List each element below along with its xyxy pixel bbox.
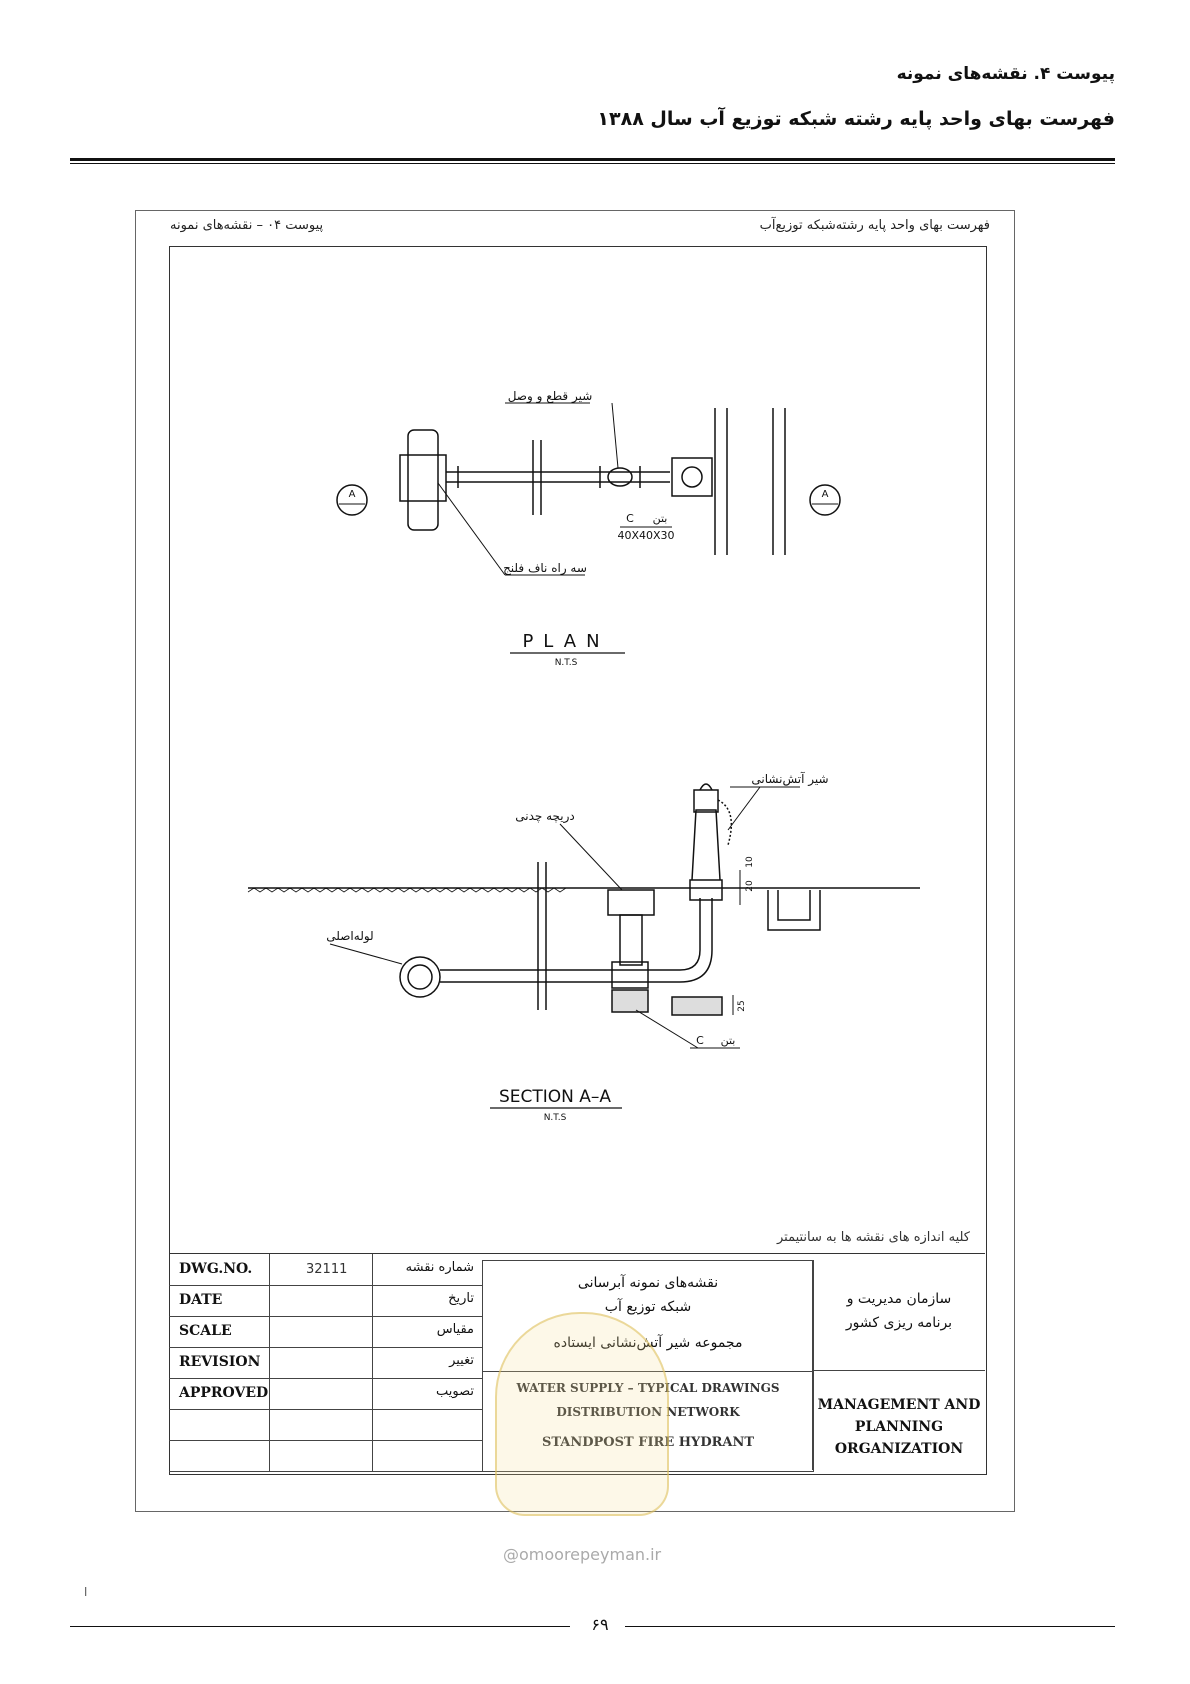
drawing-title-fa-1: نقشه‌های نمونه آبرسانی	[577, 1275, 719, 1291]
org-en-2: PLANNING	[854, 1419, 944, 1435]
section-main-pipe-label: لوله‌اصلی	[326, 929, 374, 943]
section-main-pipe	[400, 957, 440, 997]
section-marker-right-letter: A	[821, 489, 829, 500]
title-col-divider	[269, 1254, 270, 1472]
drawing-title-fa-2: شبکه توزیع آب	[604, 1299, 692, 1315]
title-row-revision	[169, 1347, 482, 1379]
section-dim-1: 20	[745, 880, 755, 892]
row-en-label: SCALE	[179, 1323, 232, 1339]
watermark-seal-icon	[495, 1312, 669, 1516]
plan-concrete-grade: C	[626, 512, 634, 525]
plan-block-dimensions: 40X40X30	[617, 529, 675, 542]
header-appendix-title: پیوست ۴. نقشه‌های نمونه	[896, 64, 1115, 84]
plan-main-pipe	[408, 430, 438, 530]
row-en-label: DWG.NO.	[179, 1261, 253, 1277]
footer-rule-right	[625, 1626, 1115, 1627]
frame-document-label: فهرست بهای واحد پایه رشته‌شبکه توزیع‌آب	[759, 218, 990, 233]
plan-scale: N.T.S	[554, 658, 578, 668]
title-col-divider	[372, 1254, 373, 1472]
org-fa-2: برنامه ریزی کشور	[845, 1315, 953, 1331]
title-row-empty	[169, 1409, 482, 1441]
plan-valve-label: شیر قطع و وصل	[507, 389, 593, 403]
margin-mark: ا	[84, 1585, 88, 1599]
section-title: SECTION A–A	[498, 1087, 612, 1107]
plan-tee-fitting	[400, 455, 446, 501]
plan-concrete-block	[672, 458, 712, 496]
section-scale: N.T.S	[543, 1113, 567, 1123]
dimension-units-note: کلیه اندازه های نقشه ها به سانتیمتر	[776, 1230, 970, 1245]
org-divider	[813, 1370, 985, 1371]
row-fa-label: تصویب	[436, 1384, 474, 1399]
row-fa-label: تاریخ	[448, 1291, 474, 1306]
section-gate-valve	[612, 962, 648, 988]
title-row-scale	[169, 1316, 482, 1348]
plan-gate-valve	[608, 468, 632, 486]
section-dim-3: 25	[737, 1000, 747, 1012]
title-row-date	[169, 1285, 482, 1317]
section-castiron-cover	[608, 890, 654, 915]
section-view	[248, 784, 920, 1048]
org-fa-1: سازمان مدیریت و	[846, 1291, 952, 1307]
section-fire-hydrant	[692, 810, 720, 880]
section-marker-left-letter: A	[348, 489, 356, 500]
section-concrete-grade: C	[696, 1034, 704, 1047]
row-en-label: DATE	[179, 1292, 223, 1308]
row-en-label: REVISION	[179, 1354, 261, 1370]
footer-rule-left	[70, 1626, 570, 1627]
organization-box	[812, 1260, 985, 1470]
row-fa-label: مقیاس	[436, 1322, 474, 1337]
section-dim-2: 10	[745, 856, 755, 868]
drawing-title-en-1: WATER SUPPLY – TYPICAL DRAWINGS	[516, 1381, 780, 1395]
title-row-empty	[169, 1440, 482, 1472]
section-concrete-label: بتن	[720, 1034, 736, 1047]
section-valve-support	[612, 990, 648, 1012]
org-en-1: MANAGEMENT AND	[817, 1397, 981, 1413]
header-document-title: فهرست بهای واحد پایه رشته شبکه توزیع آب سال ۱۳۸۸	[597, 108, 1115, 130]
plan-view	[337, 403, 840, 575]
plan-tee-label: سه راه ناف فلنج	[503, 561, 587, 575]
plan-concrete-label: بتن	[652, 512, 668, 525]
page-number: ۶۹	[591, 1615, 609, 1634]
row-value: 32111	[306, 1262, 348, 1277]
row-en-label: APPROVED	[179, 1385, 269, 1401]
drawing-title-fa-3: مجموعه شیر آتش‌نشانی ایستاده	[553, 1335, 743, 1351]
section-concrete-block	[672, 997, 722, 1015]
row-fa-label: تغییر	[449, 1353, 474, 1368]
section-cover-label: دریچه چدنی	[515, 809, 575, 823]
section-hydrant-label: شیر آتش‌نشانی	[751, 772, 829, 786]
drawing-title-en-2: DISTRIBUTION NETWORK	[556, 1405, 740, 1419]
row-fa-label: شماره نقشه	[405, 1260, 474, 1275]
drawing-title-en-3: STANDPOST FIRE HYDRANT	[541, 1435, 755, 1450]
title-row-approved	[169, 1378, 482, 1410]
title-row-dwg-no	[169, 1254, 482, 1286]
frame-appendix-label: پیوست ۰۴ – نقشه‌های نمونه	[170, 218, 324, 233]
org-en-3: ORGANIZATION	[834, 1441, 964, 1457]
plan-title: PLAN	[522, 631, 610, 652]
watermark-text: @omoorepeyman.ir	[503, 1545, 662, 1564]
